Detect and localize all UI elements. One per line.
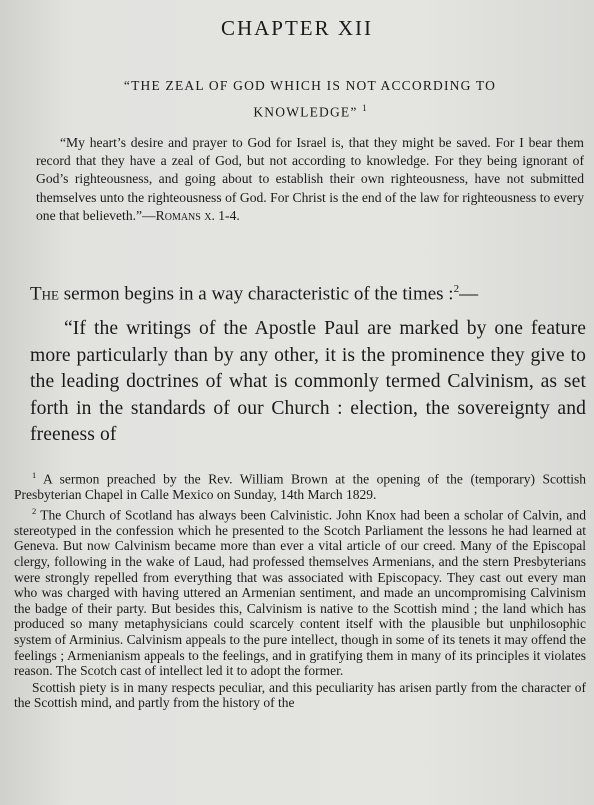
opening-line [30, 283, 590, 305]
footnote-ref-1[interactable]: 1 [362, 103, 367, 113]
footnote-2-continued [14, 680, 586, 711]
footnote-2 [14, 504, 586, 679]
footnotes [14, 468, 586, 711]
footnote-text: A sermon preached by the Rev. William Brown at the opening of the (temporary) Scottish Presbyterian Chapel in Calle Mexico on Sunday, 14th March 1829. [14, 471, 586, 503]
footnote-mark: 2 [32, 505, 37, 516]
footnote-1 [14, 468, 586, 503]
chapter-subtitle [70, 74, 550, 124]
epigraph [36, 134, 584, 225]
epigraph-text: “My heart’s desire and prayer to God for Israel is, that they might be saved. For I bear them record that they have a zeal of God, but not according to knowledge. For they being ignorant of God’s righteousness, and going about to establish their own righteousness, have not submitted themselves unto the righteousness of God. For Christ is the end of the law for righteousness to every one that believeth.”— [36, 135, 584, 223]
quoted-paragraph: “If the writings of the Apostle Paul are marked by one feature more particularly than by any other, it is the prominence they give to the leading doctrines of what is commonly termed Calvinism, as set forth in the standards of our Church : election, the sovereignty and freeness of [30, 318, 586, 446]
chapter-title: CHAPTER XII [220, 16, 374, 40]
opening-text: sermon begins in a way characteristic of the times : [58, 283, 454, 305]
footnote-mark: 1 [32, 470, 37, 480]
footnote-ref-2[interactable]: 2 [453, 283, 460, 295]
opening-dash: — [459, 283, 479, 305]
epigraph-reference: Romans x. 1-4. [155, 207, 240, 223]
footnote-text: The Church of Scotland has always been Calvinistic. John Knox had been a scholar of Calvin, and stereotyped in the confession which he presented to the Scotch Parliament the lessons he had learned at Geneva. But now Calvinism became more than ever a vital article of our creed. Many of the Episcopal clergy, following in the wake of Laud, had professed themselves Armenians, and the stern Presbyterians were strongly repelled from everything that was associated with Episcopacy. They cast out every man who was charged with having uttered an Armenian sentiment, and made an uncompromising Calvinism the badge of their party. But besides this, Calvinism is native to the Scottish mind ; the land which has produced so many metaphysicians could scarcely content itself with the plausible but unphilosophic system of Arminius. Calvinism appeals to the pure intellect, though in some of its tenets it may offend the feelings ; Armenianism appeals to the feelings, and in gratifying them in many of its principles it violates reason. The Scotch cast of intellect led it to adopt the former. [14, 507, 586, 679]
footnote-text: Scottish piety is in many respects peculiar, and this peculiarity has arisen partly from the character of the Scottish mind, and partly from the history of the [14, 679, 586, 711]
chapter-subtitle-text: “THE ZEAL OF GOD WHICH IS NOT ACCORDING TO KNOWLEDGE” [123, 78, 497, 120]
opening-lead-word: The [30, 283, 59, 305]
